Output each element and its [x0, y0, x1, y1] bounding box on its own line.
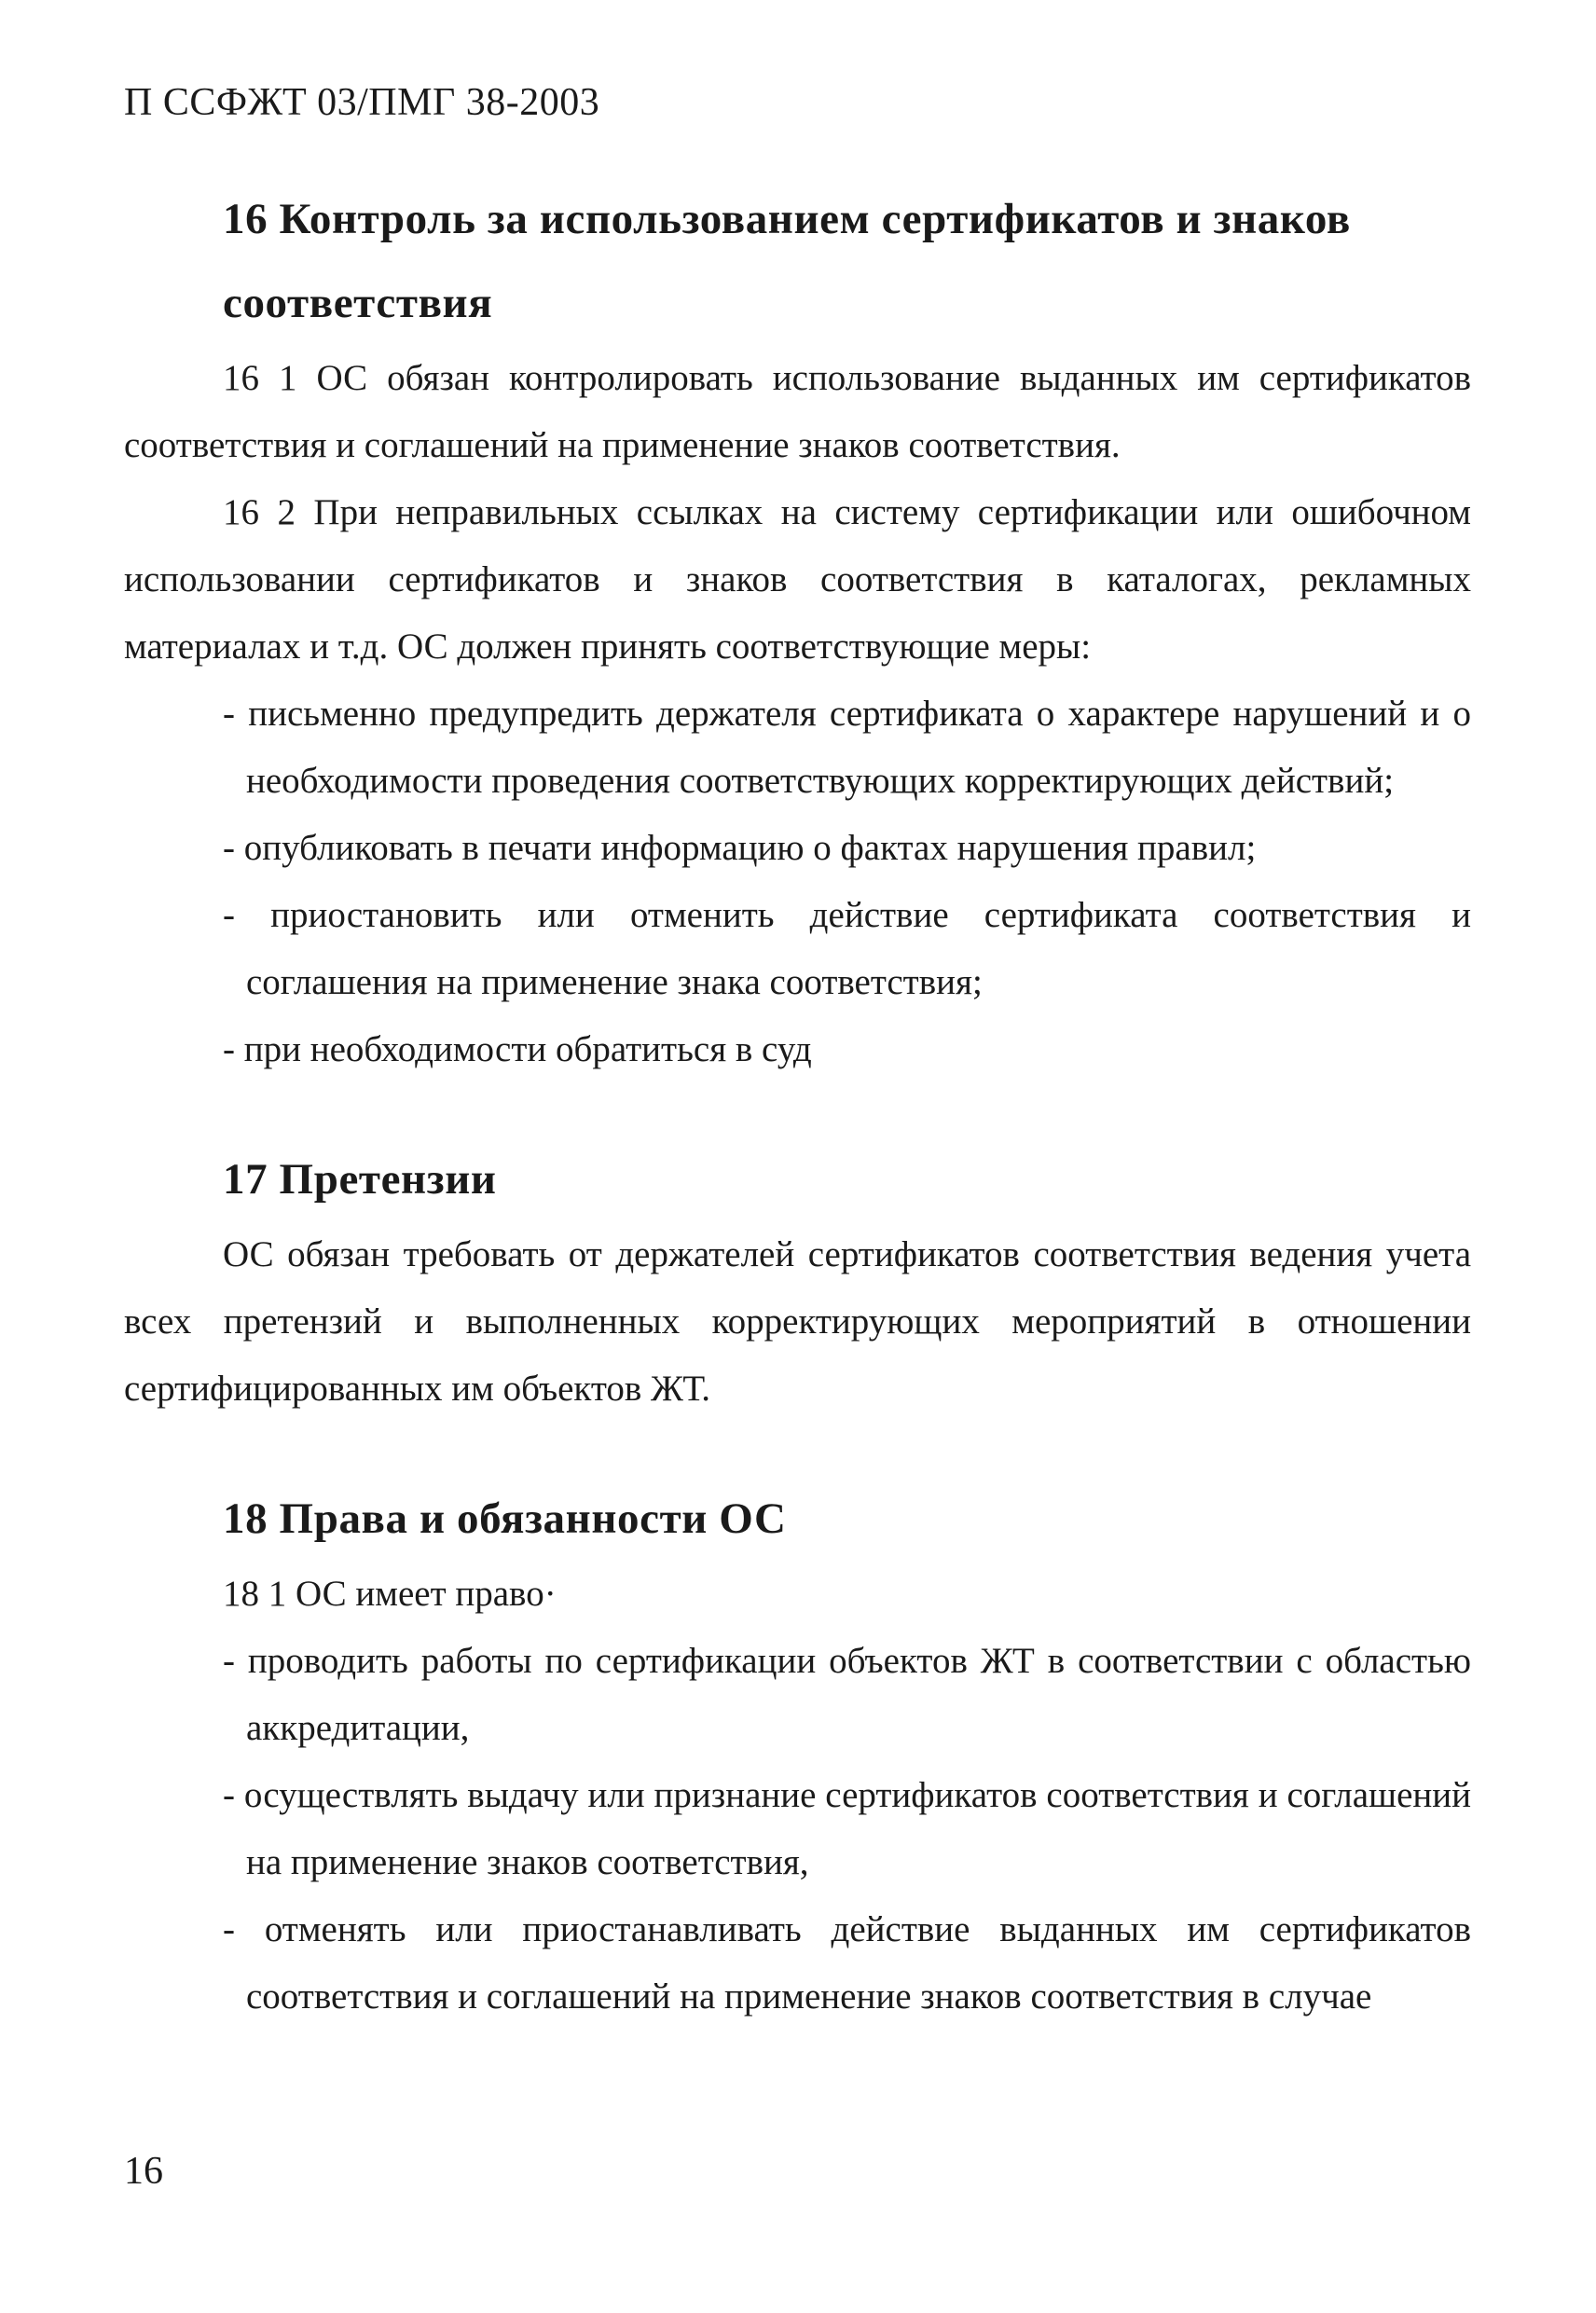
list-item: - при необходимости обратиться в суд [223, 1029, 812, 1069]
section-16-measures-list [124, 681, 1471, 1083]
section-17-paragraph: ОС обязан требовать от держателей сертификатов соответствия ведения учета всех претензий и выполненных корректирующих мероприятий в отношении сертифицированных им объектов ЖТ. [124, 1234, 1471, 1409]
section-18-rights-list [124, 1628, 1471, 2031]
page-number: 16 [124, 2150, 163, 2193]
section-17-title: 17 Претензии [223, 1155, 497, 1204]
list-item: - опубликовать в печати информацию о фактах нарушения правил; [223, 828, 1257, 868]
section-16-2-paragraph: 16 2 При неправильных ссылках на систему сертификации или ошибочном использовании сертификатов и знаков соответствия в каталогах, рекламных материалах и т.д. ОС должен принять соответствующие меры: [124, 492, 1471, 667]
list-item: - письменно предупредить держателя сертификата о характере нарушений и о необходимости проведения соответствующих корректирующих действий; [223, 694, 1471, 801]
list-item: - осуществлять выдачу или признание сертификатов соответствия и соглашений на применение знаков соответствия, [223, 1775, 1471, 1882]
section-16-title: 16 Контроль за использованием сертификатов и знаков соответствия [223, 195, 1351, 327]
section-18-1-paragraph: 18 1 ОС имеет право· [223, 1574, 557, 1614]
list-item: - приостановить или отменить действие сертификата соответствия и соглашения на применение знака соответствия; [223, 895, 1471, 1002]
list-item: - проводить работы по сертификации объектов ЖТ в соответствии с областью аккредитации, [223, 1641, 1471, 1748]
page-content [124, 177, 1471, 2031]
list-item: - отменять или приостанавливать действие выданных им сертификатов соответствия и соглашений на применение знаков соответствия в случае [223, 1909, 1471, 2017]
section-16-1-paragraph: 16 1 ОС обязан контролировать использование выданных им сертификатов соответствия и соглашений на применение знаков соответствия. [124, 358, 1471, 465]
section-18-title: 18 Права и обязанности ОС [223, 1494, 787, 1543]
document-code-header: П ССФЖТ 03/ПМГ 38-2003 [124, 81, 600, 124]
